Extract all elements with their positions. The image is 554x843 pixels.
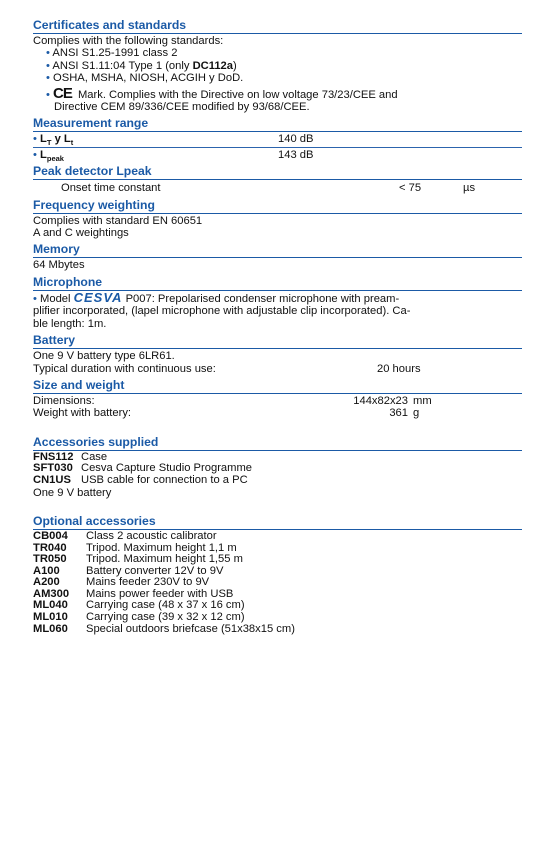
list-item: ML040 Carrying case (48 x 37 x 16 cm) — [33, 599, 245, 612]
section-title-frequency: Frequency weighting — [33, 198, 522, 214]
section-title-microphone: Microphone — [33, 275, 522, 291]
section-title-battery: Battery — [33, 333, 522, 349]
list-item: TR040 Tripod. Maximum height 1,1 m — [33, 541, 237, 554]
list-item: SFT030 Cesva Capture Studio Programme — [33, 462, 252, 475]
accessories-list: FNS112 Case SFT030 Cesva Capture Studio Programme CN1US USB cable for connection to a PC One 9 V battery — [33, 452, 522, 499]
cesva-logo: CESVA — [73, 289, 123, 305]
bullet-icon: • — [46, 59, 50, 72]
list-item: ML010 Carrying case (39 x 32 x 12 cm) — [33, 611, 245, 624]
microphone-description: • Model CESVA P007: Prepolarised condenser microphone with pream- plifier incorporated, (lapel microphone with adjustable clip incorporated). Ca- ble length: 1m. — [33, 289, 411, 330]
section-title-memory: Memory — [33, 242, 522, 258]
section-title-accessories: Accessories supplied — [33, 435, 522, 451]
table-row: • $L_T$ y $L_t$ 140 dB — [33, 132, 522, 147]
list-item: • OSHA, MSHA, NIOSH, ACGIH y DoD. — [46, 72, 244, 85]
bullet-icon: • — [46, 88, 50, 101]
section-title-measurement: Measurement range — [33, 116, 522, 132]
list-item: A200 Mains feeder 230V to 9V — [33, 576, 210, 589]
bullet-icon: • — [46, 47, 50, 60]
list-item: CN1US USB cable for connection to a PC — [33, 473, 248, 486]
table-row: • $L_{peak}$ 143 dB — [33, 148, 314, 164]
section-title-optional: Optional accessories — [33, 514, 522, 530]
section-title-certificates: Certificates and standards — [33, 18, 522, 34]
table-row: Onset time constant < 75 µs — [61, 182, 476, 195]
section-title-peak: Peak detector Lpeak — [33, 164, 522, 180]
list-item: ML060 Special outdoors briefcase (51x38x15 cm) — [33, 622, 295, 635]
list-item: FNS112 Case — [33, 450, 108, 463]
list-item: AM300 Mains power feeder with USB — [33, 587, 234, 600]
spec-sheet: Certificates and standards Complies with the following standards: • ANSI S1.25-1991 class 2 • ANSI S1.11:04 Type 1 (only DC112a) • OSHA, MSHA, NIOSH, ACGIH y DoD. • CE Mark. Complies with the Directive on low voltage 73/23/CEE and Directive CEM 89/336/CEE modified by 93/68/CEE. Measurement range • $L_T$ y $L_t$ 140 dB • $L_{peak}$ 143 dB Peak detector Lpeak Onset time constant < 75 µs Frequency weighting Complies with standard EN 60651 A and C weightings Memory 64 Mbytes Microphone • Model CESVA P007: Prepolarised condenser microphone with pream- plifier incorporated, (lapel microphone with adjustable clip incorporated). Ca- ble length: 1m. Battery One 9 V battery type 6LR61. Typical duration with continuous use: 20 hours Size and weight Dimensions: 144x82x23 mm Weight with battery: 361 g Accessories supplied FNS112 Case SFT030 Cesva Capture Studio Programme CN1US USB cable for connection to a PC One 9 V battery Optional accessories CB004 Class 2 acoustic calibrator TR040 Tripod. Maximum height 1,1 m TR050 Tripod. Maximum height 1,55 m A100 Battery converter 12V to 9V A200 Mains feeder 230V to 9V AM300 Mains power feeder with USB ML040 Carrying case (48 x 37 x 16 cm) ML010 Carrying case (39 x 32 x 12 cm) ML060 Special outdoors briefcase (51x38x15 cm) — [33, 18, 522, 635]
certificates-intro: Complies with the following standards: — [33, 35, 224, 47]
table-row: Weight with battery: 361 g — [33, 407, 420, 420]
list-item: • ANSI S1.25-1991 class 2 — [46, 47, 178, 60]
certificates-list — [33, 47, 522, 113]
section-title-size: Size and weight — [33, 378, 522, 394]
list-item: TR050 Tripod. Maximum height 1,55 m — [33, 553, 243, 566]
ce-mark-icon: CE — [53, 84, 72, 102]
list-item-ce: • CE Mark. Complies with the Directive on low voltage 73/23/CEE and Directive CEM 89/336/CEE modified by 93/68/CEE. — [46, 84, 398, 114]
list-item: A100 Battery converter 12V to 9V — [33, 564, 224, 577]
table-row: Typical duration with continuous use: 20 hours — [33, 362, 421, 375]
bullet-icon: • — [46, 72, 50, 85]
list-item: CB004 Class 2 acoustic calibrator — [33, 529, 217, 542]
table-row: Dimensions: 144x82x23 mm — [33, 394, 432, 407]
list-item: • ANSI S1.11:04 Type 1 (only DC112a) — [46, 59, 237, 72]
optional-list — [33, 531, 522, 635]
